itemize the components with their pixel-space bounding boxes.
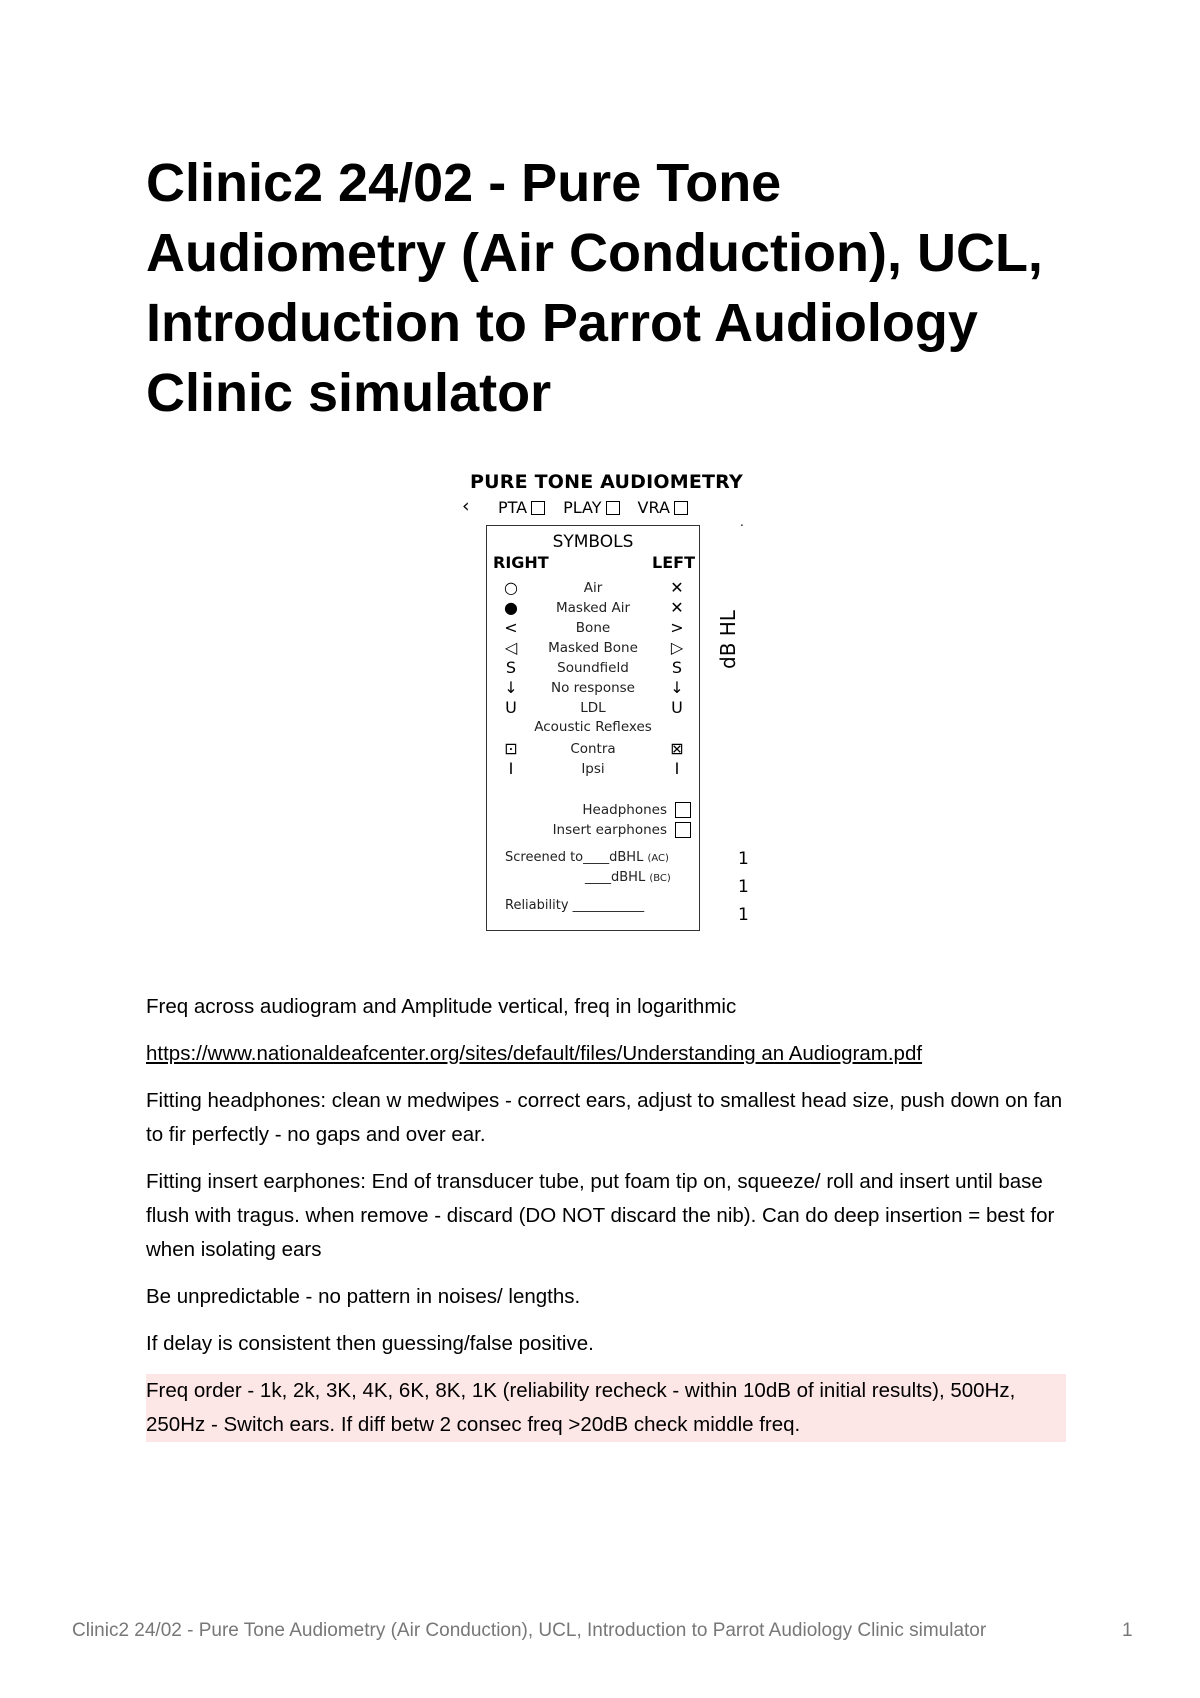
- insert-earphones-label: Insert earphones: [552, 822, 667, 838]
- reliability-line: Reliability ___________: [505, 898, 645, 913]
- checkbox-icon: [674, 501, 688, 515]
- arrow-down-icon: ↓: [670, 678, 684, 697]
- i-beam-icon: I: [508, 759, 514, 778]
- less-than-icon: <: [504, 618, 518, 637]
- symbol-label: No response: [551, 680, 635, 696]
- symbol-label: Soundfield: [557, 660, 629, 676]
- screened-ac-line: Screened to____dBHL (AC): [505, 850, 669, 865]
- headphones-option: [582, 802, 691, 818]
- page-number: 1: [1122, 1620, 1133, 1641]
- triangle-right-icon: ▷: [670, 638, 684, 657]
- notes-body: [146, 990, 1066, 1455]
- chevron-left-icon: ‹: [462, 495, 470, 517]
- arrow-down-icon: ↓: [504, 678, 518, 697]
- symbol-label: Masked Air: [556, 600, 630, 616]
- acoustic-reflexes-heading: Acoustic Reflexes: [534, 719, 652, 735]
- note-paragraph: Fitting headphones: clean w medwipes - correct ears, adjust to smallest head size, push down on fan to fir perfectly - no gaps and over ear.: [146, 1089, 1063, 1146]
- letter-s-icon: S: [505, 658, 517, 677]
- symbols-box: [486, 525, 700, 931]
- highlighted-note: Freq order - 1k, 2k, 3K, 4K, 6K, 8K, 1K (reliability recheck - within 10dB of initial results), 500Hz, 250Hz - Switch ears. If diff betw 2 consec freq >20dB check middle freq.: [146, 1374, 1066, 1442]
- symbol-row-soundfield: [487, 658, 699, 678]
- letter-u-icon: U: [671, 698, 683, 717]
- pure-tone-audiometry-symbols-figure: [462, 465, 748, 957]
- note-paragraph: If delay is consistent then guessing/false positive.: [146, 1332, 594, 1355]
- note-link-paragraph: [146, 1037, 1066, 1071]
- letter-s-icon: S: [671, 658, 683, 677]
- dotted-square-icon: ⊡: [504, 739, 518, 758]
- symbol-row-masked-air: [487, 598, 699, 618]
- note-paragraph: Freq across audiogram and Amplitude vertical, freq in logarithmic: [146, 995, 737, 1018]
- insert-earphones-option: [553, 822, 691, 838]
- letter-u-icon: U: [505, 698, 517, 717]
- symbol-row-ldl: [487, 698, 699, 718]
- headphones-label: Headphones: [582, 802, 667, 818]
- filled-circle-icon: ●: [504, 598, 518, 617]
- test-option-vra: VRA: [638, 498, 688, 517]
- symbol-row-contra: [487, 739, 699, 759]
- right-column-label: RIGHT: [493, 553, 549, 572]
- symbol-label: Masked Bone: [548, 640, 638, 656]
- greater-than-icon: >: [670, 618, 684, 637]
- audiogram-link[interactable]: https://www.nationaldeafcenter.org/sites/default/files/Understanding an Audiogram.pdf: [146, 1042, 923, 1065]
- symbol-row-masked-bone: [487, 638, 699, 658]
- symbol-row-air: [487, 578, 699, 598]
- checkbox-icon: [675, 822, 691, 838]
- symbol-row-no-response: [487, 678, 699, 698]
- checkbox-icon: [531, 501, 545, 515]
- symbol-row-bone: [487, 618, 699, 638]
- symbol-label: Ipsi: [581, 761, 605, 777]
- symbol-label: Air: [583, 580, 603, 596]
- cross-icon: ✕: [670, 578, 684, 597]
- symbol-label: Contra: [570, 741, 616, 757]
- dot-mark: .: [740, 515, 744, 529]
- test-option-pta: PTA: [498, 498, 545, 517]
- note-paragraph: Fitting insert earphones: End of transducer tube, put foam tip on, squeeze/ roll and insert until base flush with tragus. when remove - discard (DO NOT discard the nib). Can do deep insertion = best for when isolating ears: [146, 1170, 1055, 1261]
- left-column-label: LEFT: [652, 553, 695, 572]
- test-type-options: [498, 498, 688, 517]
- symbols-heading: SYMBOLS: [552, 532, 634, 552]
- checkbox-icon: [606, 501, 620, 515]
- triangle-left-icon: ◁: [504, 638, 518, 657]
- edge-tick-label: 1: [738, 877, 749, 897]
- symbol-label: LDL: [580, 700, 606, 716]
- cross-icon: ✕: [670, 598, 684, 617]
- crossed-square-icon: ⊠: [670, 739, 684, 758]
- figure-title: PURE TONE AUDIOMETRY: [470, 471, 743, 493]
- test-option-play: PLAY: [563, 498, 619, 517]
- y-axis-label: dB HL: [716, 610, 740, 669]
- symbol-row-ipsi: [487, 759, 699, 779]
- circle-icon: ○: [504, 578, 518, 597]
- note-paragraph: Be unpredictable - no pattern in noises/ lengths.: [146, 1285, 581, 1308]
- edge-tick-label: 1: [738, 905, 749, 925]
- symbol-label: Bone: [575, 620, 611, 636]
- edge-tick-label: 1: [738, 849, 749, 869]
- i-beam-icon: I: [674, 759, 680, 778]
- page-title: Clinic2 24/02 - Pure Tone Audiometry (Air Conduction), UCL, Introduction to Parrot Audiology Clinic simulator: [146, 153, 1043, 423]
- footer-title: Clinic2 24/02 - Pure Tone Audiometry (Air Conduction), UCL, Introduction to Parrot Audiology Clinic simulator: [72, 1620, 987, 1641]
- screened-bc-line: ____dBHL (BC): [585, 870, 671, 885]
- checkbox-icon: [675, 802, 691, 818]
